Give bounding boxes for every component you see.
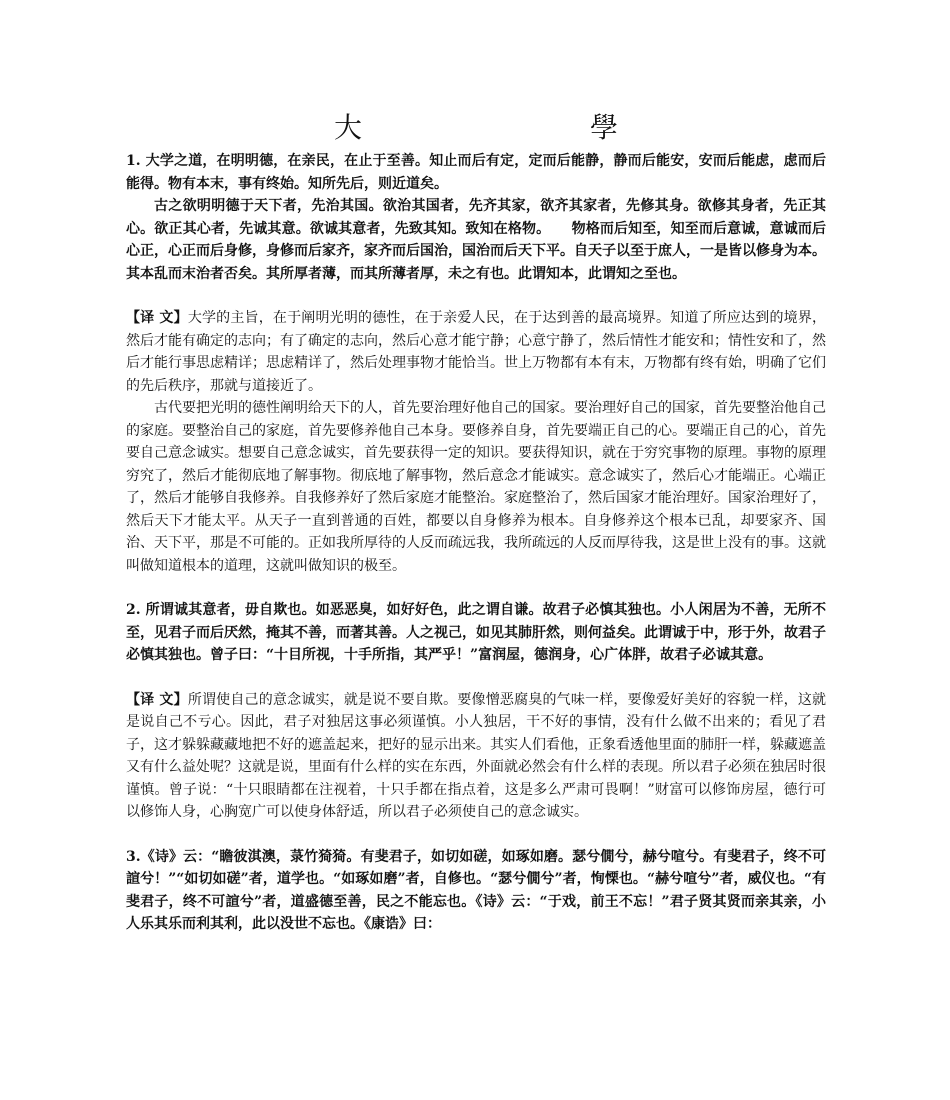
section-gap [126, 824, 826, 846]
paragraph-gap [126, 667, 826, 689]
translation-text: 大学的主旨，在于阐明光明的德性，在于亲爱人民，在于达到善的最高境界。知道了所应达到的境界，然后才能有确定的志向；有了确定的志向，然后心意才能宁静；心意宁静了，然后情性才能安和；情性安和了，然后才能行事思虑精详；思虑精详了，然后处理事物才能恰当。世上万物都有本有末，万物都有终有始，明确了它们的先后秩序，那就与道接近了。 [126, 310, 827, 394]
translation-label: 【译 文】 [126, 310, 188, 326]
paragraph-gap [126, 285, 826, 307]
classic-text: 古之欲明明德于天下者，先治其国。欲治其国者，先齐其家，欲齐其家者，先修其身。欲修其身者，先正其心。欲正其心者，先诚其意。欲诚其意者，先致其知。致知在格物。 物格而后知至，知至而后意诚，意诚而后心正，心正而后身修，身修而后家齐，家齐而后国治，国治而后天下平。自天子以至于庶人，一是皆以修身为本。其本乱而末治者否矣。其所厚者薄，而其所薄者厚，未之有也。此谓知本，此谓知之至也。 [126, 198, 826, 282]
classic-text: 2. 所谓诚其意者，毋自欺也。如恶恶臭，如好好色，此之谓自谦。故君子必慎其独也。小人闲居为不善，无所不至，见君子而后厌然，掩其不善，而著其善。人之视己，如见其肺肝然，则何益矣。此谓诚于中，形于外，故君子必慎其独也。曾子曰：“十目所视，十手所指，其严乎！”富润屋，德润身，心广体胖，故君子必诚其意。 [126, 602, 826, 663]
classic-text: 3.《诗》云：“瞻彼淇澳，菉竹猗猗。有斐君子，如切如磋，如琢如磨。瑟兮僩兮，赫兮喧兮。有斐君子，终不可諠兮！”“如切如磋”者，道学也。“如琢如磨”者，自修也。“瑟兮僩兮”者，恂慄也。“赫兮喧兮”者，威仪也。“有斐君子，终不可諠兮”者，道盛德至善，民之不能忘也。《诗》云：“于戏，前王不忘！”君子贤其贤而亲其亲，小人乐其乐而利其利，此以没世不忘也。《康诰》曰： [126, 848, 826, 932]
translation-text: 所谓使自己的意念诚实，就是说不要自欺。要像憎恶腐臭的气味一样，要像爱好美好的容貌一样，这就是说自己不亏心。因此，君子对独居这事必须谨慎。小人独居，干不好的事情，没有什么做不出来的；看见了君子，这才躲躲藏藏地把不好的遮盖起来，把好的显示出来。其实人们看他，正象看透他里面的肺肝一样，躲藏遮盖又有什么益处呢？这就是说，里面有什么样的实在东西，外面就必然会有什么样的表现。所以君子必须在独居时很谨慎。曾子说：“十只眼睛都在注视着，十只手都在指点着，这是多么严肃可畏啊！”财富可以修饰房屋，德行可以修饰人身，心胸宽广可以使身体舒适，所以君子必须使自己的意念诚实。 [126, 691, 827, 820]
section-3 [126, 846, 826, 936]
translation-paragraph [126, 307, 826, 397]
section-2 [126, 599, 826, 824]
document-title: 大 學 [333, 111, 718, 144]
translation-text: 古代要把光明的德性阐明给天下的人，首先要治理好他自己的国家。要治理好自己的国家，首先要整治他自己的家庭。要整治自己的家庭，首先要修养他自己本身。要修养自身，首先要端正自己的心。要端正自己的心，首先要自己意念诚实。想要自己意念诚实，首先要获得一定的知识。要获得知识，就在于穷究事物的原理。事物的原理穷究了，然后才能彻底地了解事物。彻底地了解事物，然后意念才能诚实。意念诚实了，然后心才能端正。心端正了，然后才能够自我修养。自我修养好了然后家庭才能整治。家庭整治了，然后国家才能治理好。国家治理好了，然后天下才能太平。从天子一直到普通的百姓，都要以自身修养为根本。自身修养这个根本已乱，却要家齐、国治、天下平，那是不可能的。正如我所厚待的人反而疏远我，我所疏远的人反而厚待我，这是世上没有的事。这就叫做知道根本的道理，这就叫做知识的极至。 [126, 400, 826, 574]
classic-text: 1. 大学之道，在明明德，在亲民，在止于至善。知止而后有定，定而后能静，静而后能安，安而后能虑，虑而后能得。物有本末，事有终始。知所先后，则近道矣。 [126, 153, 826, 192]
translation-label: 【译 文】 [126, 691, 188, 708]
translation-paragraph [126, 689, 826, 824]
section-1 [126, 150, 826, 577]
section-gap [126, 577, 826, 599]
document-page [126, 108, 826, 936]
